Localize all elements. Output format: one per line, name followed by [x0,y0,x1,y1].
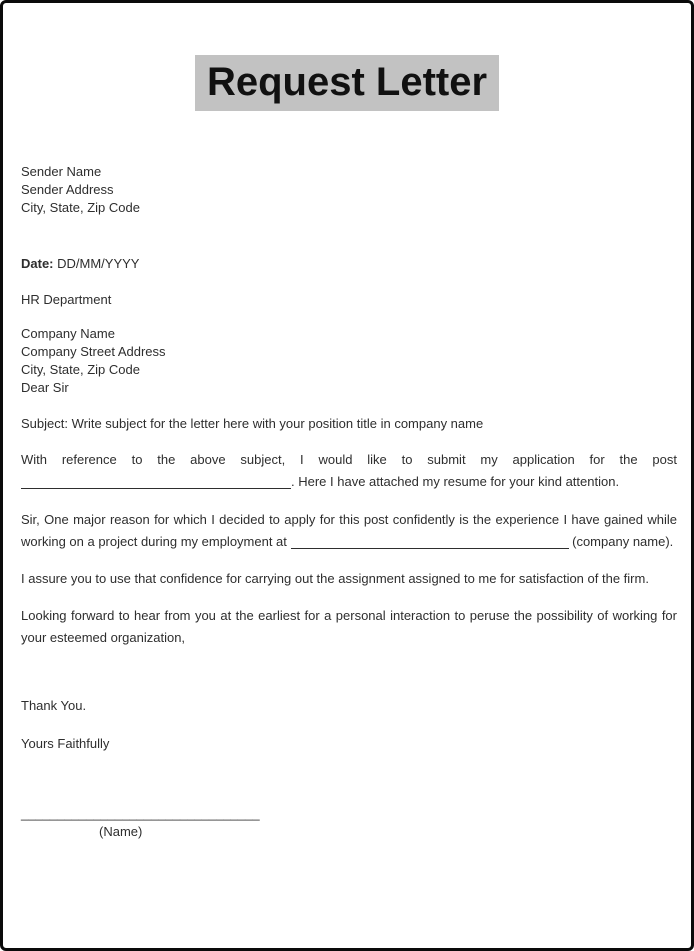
valediction-line: Yours Faithfully [21,736,110,751]
recipient-block [21,325,677,397]
sender-name: Sender Name [21,164,102,179]
date-line [21,255,677,273]
paragraph-experience [21,509,677,553]
signature-line: _________________________________ [21,806,260,821]
fill-in-blank-post [21,474,291,489]
recipient-department: HR Department [21,292,112,307]
date-label: Date: [21,256,54,271]
date-value: DD/MM/YYYY [53,256,140,271]
letter-body [3,163,691,841]
page-title: Request Letter [206,60,488,104]
salutation: Dear Sir [21,380,69,395]
paragraph-looking-forward: Looking forward to hear from you at the earliest for a personal interaction to peruse the possibility of working for your esteemed organization, [21,608,677,645]
fill-in-blank-company [291,534,569,549]
company-city-state-zip: City, State, Zip Code [21,362,140,377]
para2-text-after-blank: (company name). [568,534,674,549]
para1-text-after-blank: . Here I have attached my resume for your kind attention. [291,474,620,489]
subject-line: Subject: Write subject for the letter here with your position title in company name [21,416,484,431]
company-name: Company Name [21,326,115,341]
para1-text-before-blank: With reference to the above subject, I would like to submit my application for the post [21,452,677,467]
paragraph-application [21,449,677,493]
para2-text-before-blank: Sir, One major reason for which I decided to apply for this post confidently is the experience I have gained while working on a project during my employment at [21,512,677,549]
signature-caption: (Name) [99,824,143,839]
sender-city-state-zip: City, State, Zip Code [21,200,140,215]
thank-you-line: Thank You. [21,698,87,713]
title-wrap [3,55,691,111]
sender-address: Sender Address [21,182,114,197]
paragraph-assurance: I assure you to use that confidence for carrying out the assignment assigned to me for satisfaction of the firm. [21,571,649,586]
sender-block [21,163,677,217]
title-highlight [195,55,499,111]
company-street-address: Company Street Address [21,344,166,359]
